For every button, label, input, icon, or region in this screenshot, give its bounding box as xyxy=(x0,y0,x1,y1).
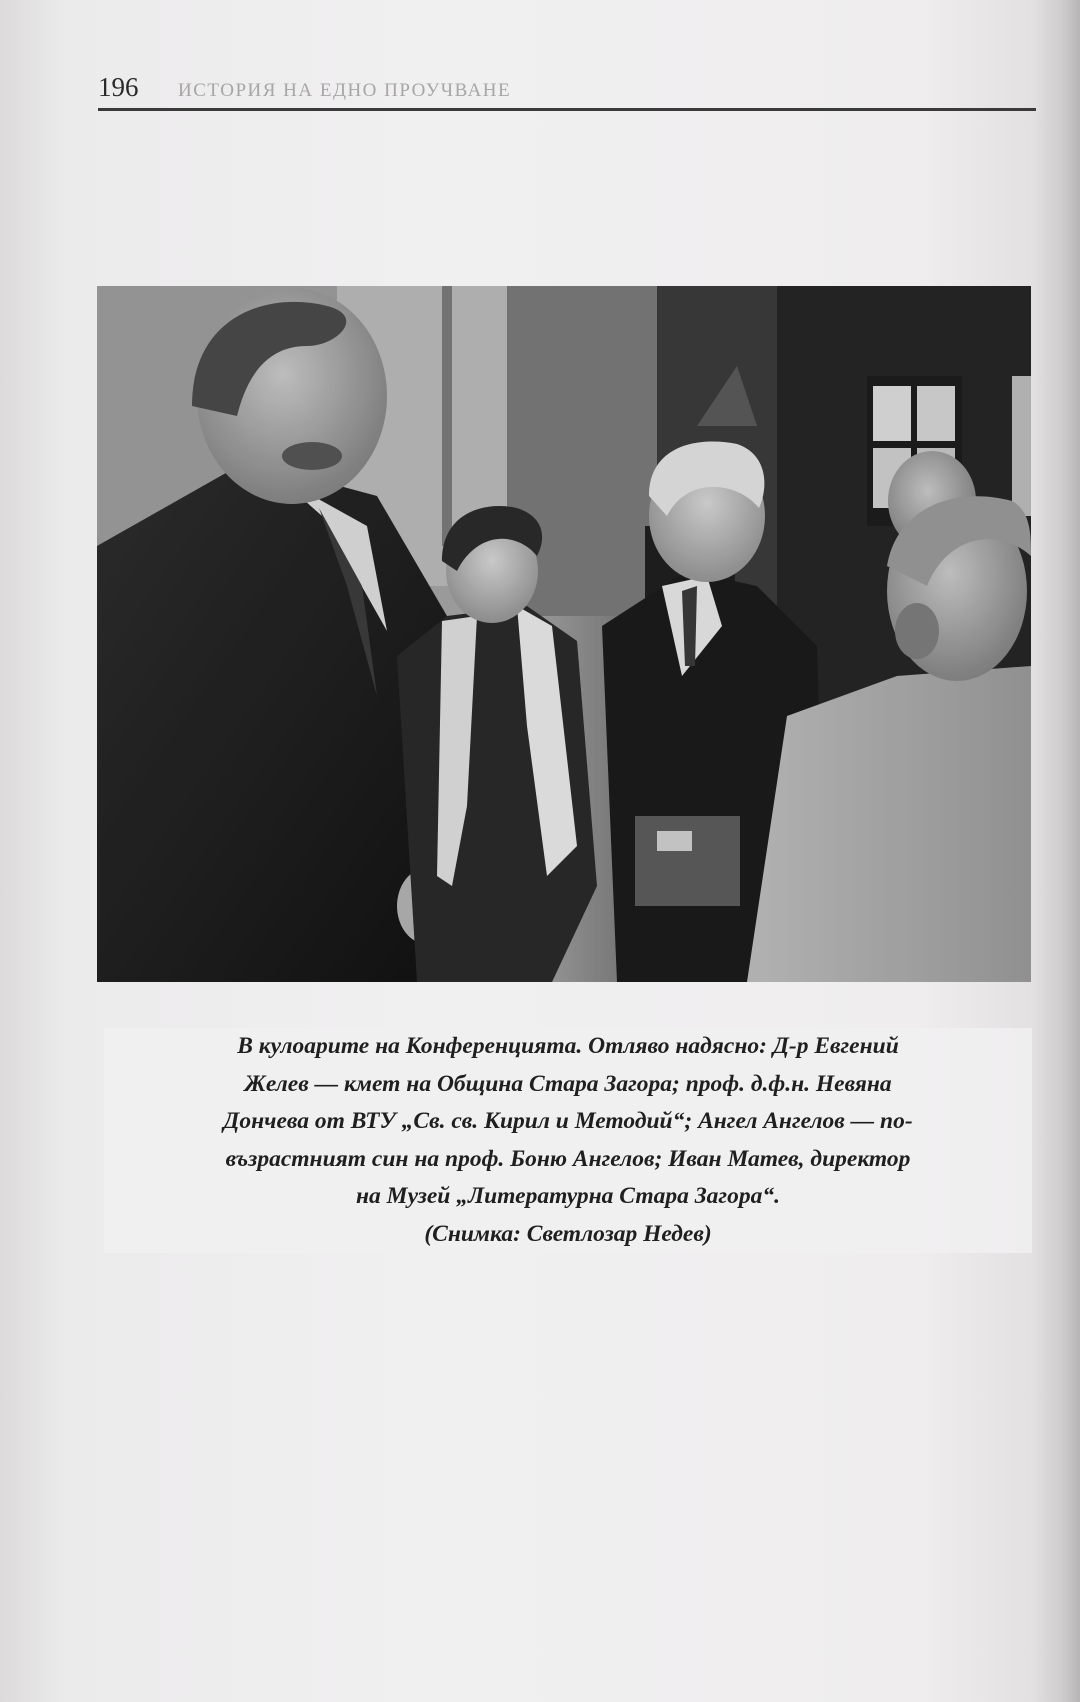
photo-credit: (Снимка: Светлозар Недев) xyxy=(424,1220,712,1247)
caption-line: на Музей „Литературна Стара Загора“. xyxy=(356,1183,780,1209)
bleed-through-text-top xyxy=(104,140,1034,270)
photo-illustration xyxy=(97,286,1031,982)
caption-line: Желев — кмет на Община Стара Загора; проф. д.ф.н. Невяна xyxy=(244,1070,892,1097)
page-header xyxy=(98,70,1036,110)
running-head: ИСТОРИЯ НА ЕДНО ПРОУЧВАНЕ xyxy=(178,80,512,101)
page-number: 196 xyxy=(98,72,139,102)
photograph xyxy=(97,286,1031,982)
photo-caption xyxy=(104,1028,1032,1253)
spine-shadow xyxy=(1034,0,1080,1702)
caption-line: Дончева от ВТУ „Св. св. Кирил и Методий“; Ангел Ангелов — по- xyxy=(223,1108,913,1134)
caption-line: възрастният син на проф. Боню Ангелов; Иван Матев, директор xyxy=(225,1145,911,1172)
header-rule xyxy=(98,108,1036,111)
caption-line: В кулоарите на Конференцията. Отляво надясно: Д-р Евгений xyxy=(237,1033,899,1059)
